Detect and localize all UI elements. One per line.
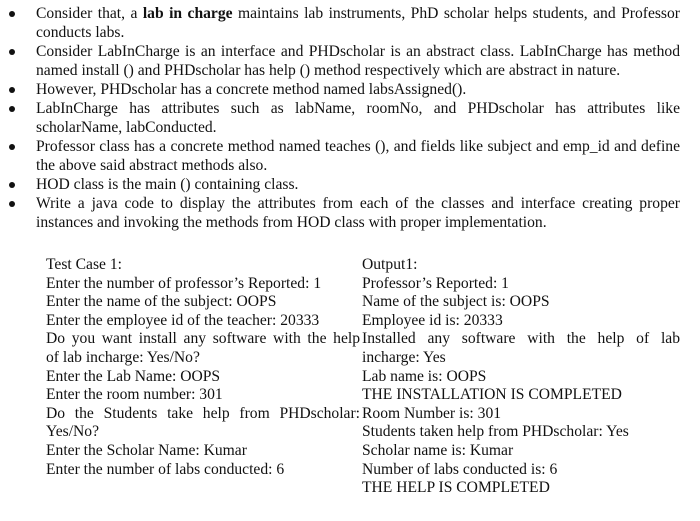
output-line: Installed any software with the help of lab (362, 330, 680, 348)
output-line: Professor’s Reported: 1 (362, 274, 509, 292)
bullet-item (0, 175, 700, 194)
test-case-line: Enter the employee id of the teacher: 20333 (46, 311, 320, 329)
bullet-item (0, 42, 700, 80)
bullet-dot-icon (9, 201, 15, 207)
bullet-item (0, 137, 700, 175)
output-line: Number of labs conducted is: 6 (362, 460, 558, 478)
bullet-text: Write a java code to display the attributes from each of the classes and interface creating proper instances and invoking the methods from HOD class with proper implementation. (36, 195, 680, 231)
test-case-line: Enter the name of the subject: OOPS (46, 293, 277, 311)
bullet-dot-icon (9, 87, 15, 93)
output-line: Room Number is: 301 (362, 404, 502, 422)
bullet-dot-icon (9, 144, 15, 150)
test-case-line: Do you want install any software with the help (46, 330, 360, 348)
bullet-text-pre: Consider that, a (36, 5, 143, 22)
output-line: incharge: Yes (362, 348, 446, 366)
output-line: THE INSTALLATION IS COMPLETED (362, 386, 622, 404)
bullet-dot-icon (9, 49, 15, 55)
bullet-text: However, PHDscholar has a concrete method named labsAssigned(). (36, 81, 467, 98)
output-column (362, 256, 680, 498)
test-case-title: Test Case 1: (46, 256, 122, 273)
bullet-text-bold: lab in charge (142, 5, 233, 22)
test-case-line: Enter the number of labs conducted: 6 (46, 460, 285, 478)
bullet-item (0, 194, 700, 232)
bullet-item (0, 4, 700, 42)
bullet-text: Consider LabInCharge is an interface and PHDscholar is an abstract class. LabInCharge has method named install () and PHDscholar has help () method respectively which are abstract in nature. (36, 43, 680, 79)
bullet-text-post: maintains lab instruments, PhD scholar helps students, and Professor conducts labs. (36, 5, 680, 41)
bullet-item (0, 99, 700, 137)
test-case-line: Yes/No? (46, 423, 100, 441)
test-case-column (46, 256, 360, 479)
test-case-line: of lab incharge: Yes/No? (46, 348, 200, 366)
test-case-line: Enter the Lab Name: OOPS (46, 367, 221, 385)
output-title: Output1: (362, 256, 418, 273)
output-line: Lab name is: OOPS (362, 367, 487, 385)
bullet-text: HOD class is the main () containing class. (36, 176, 299, 193)
test-case-line: Do the Students take help from PHDscholar: (46, 404, 360, 422)
test-case-line: Enter the number of professor’s Reported: 1 (46, 274, 322, 292)
output-line: Students taken help from PHDscholar: Yes (362, 423, 629, 441)
bullet-item (0, 80, 700, 99)
requirements-list (0, 4, 700, 232)
output-line: Employee id is: 20333 (362, 311, 503, 329)
output-line: Scholar name is: Kumar (362, 441, 514, 459)
output-line: Name of the subject is: OOPS (362, 293, 550, 311)
bullet-dot-icon (9, 106, 15, 112)
bullet-text: Professor class has a concrete method named teaches (), and fields like subject and emp_id and define the above said abstract methods also. (36, 138, 680, 174)
bullet-dot-icon (9, 11, 15, 17)
test-case-line: Enter the Scholar Name: Kumar (46, 441, 247, 459)
bullet-dot-icon (9, 182, 15, 188)
test-case-line: Enter the room number: 301 (46, 386, 223, 404)
output-line: THE HELP IS COMPLETED (362, 479, 550, 497)
bullet-text: LabInCharge has attributes such as labName, roomNo, and PHDscholar has attributes like scholarName, labConducted. (36, 100, 680, 136)
